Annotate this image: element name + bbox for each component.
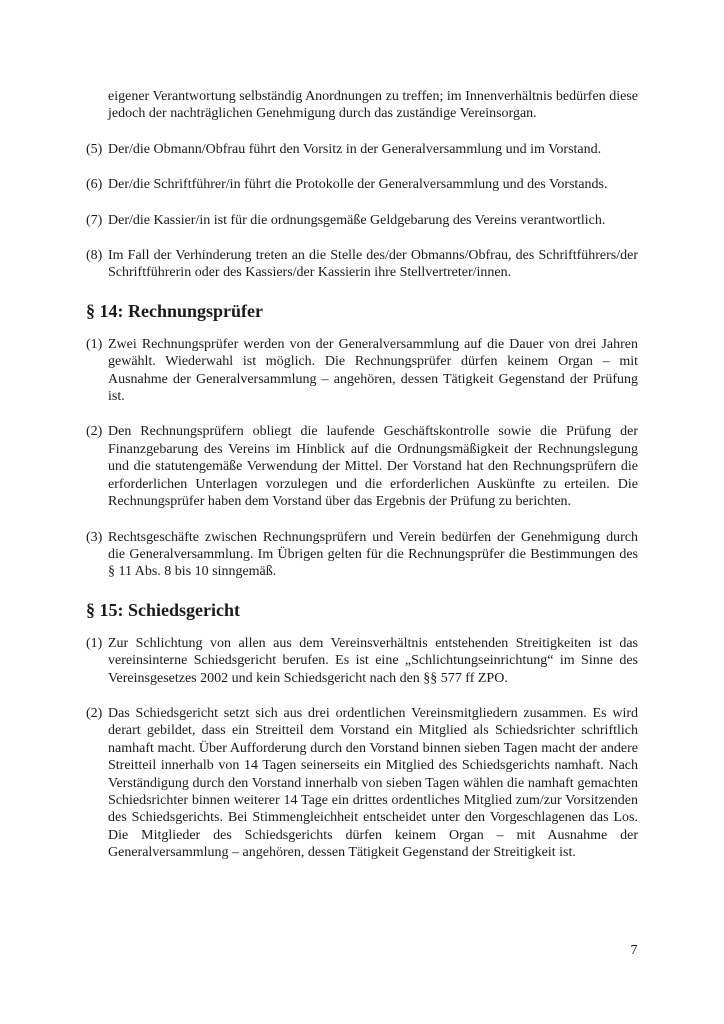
page-content [86, 88, 638, 880]
section14-item-2 [86, 423, 638, 510]
item-number: (5) [86, 141, 103, 157]
section-heading-15: § 15: Schiedsgericht [86, 599, 240, 620]
statute-item-8 [86, 247, 638, 282]
item-text: Der/die Obmann/Obfrau führt den Vorsitz in der Generalversammlung und im Vorstand. [108, 141, 602, 157]
statute-item-6 [86, 176, 638, 193]
item-number: (2) [86, 705, 103, 721]
item-text: Der/die Schriftführer/in führt die Protokolle der Generalversammlung und des Vorstands. [108, 177, 608, 193]
statute-item-5 [86, 141, 638, 158]
section-heading-14: § 14: Rechnungsprüfer [86, 300, 264, 321]
item-number: (1) [86, 635, 103, 651]
section15-item-2 [86, 705, 638, 862]
statute-item-7 [86, 212, 638, 229]
item-text: Das Schiedsgericht setzt sich aus drei ordentlichen Vereinsmitgliedern zusammen. Es wird derart gebildet, dass ein Streitteil dem Vorstand ein Mitglied als Schiedsrichter schriftlich namhaft macht. Über Aufforderung durch den Vorstand binnen sieben Tagen macht der andere Streitteil innerhalb von 14 Tagen seinerseits ein Mitglied des Schiedsgerichts namhaft. Nach Verständigung durch den Vorstand innerhalb von sieben Tagen wählen die namhaft gemachten Schiedsrichter binnen weiterer 14 Tage ein drittes ordentliches Mitglied zum/zur Vorsitzenden des Schiedsgerichts. Bei Stimmengleichheit entscheidet unter den Vorgeschlagenen das Los. Die Mitglieder des Schiedsgerichts dürfen keinem Organ – mit Ausnahme der Generalversammlung – angehören, dessen Tätigkeit Gegenstand der Streitigkeit ist. [108, 705, 638, 861]
item-text: Im Fall der Verhinderung treten an die Stelle des/der Obmanns/Obfrau, des Schriftführers/der Schriftführerin oder des Kassiers/der Kassierin ihre Stellvertreter/innen. [108, 248, 638, 281]
item-number: (6) [86, 177, 103, 193]
item-number: (7) [86, 212, 103, 228]
item-text: Den Rechnungsprüfern obliegt die laufende Geschäftskontrolle sowie die Prüfung der Finanzgebarung des Vereins im Hinblick auf die Ordnungsmäßigkeit der Rechnungslegung und die statutengemäße Verwendung der Mittel. Der Vorstand hat den Rechnungsprüfern die erforderlichen Unterlagen vorzulegen und die erforderlichen Auskünfte zu erteilen. Die Rechnungsprüfer haben dem Vorstand über das Ergebnis der Prüfung zu berichten. [108, 424, 638, 510]
item-number: (1) [86, 336, 103, 352]
item-number: (3) [86, 529, 103, 545]
section14-item-3 [86, 529, 638, 581]
section15-item-1 [86, 635, 638, 687]
item-text: Zwei Rechnungsprüfer werden von der Generalversammlung auf die Dauer von drei Jahren gewählt. Wiederwahl ist möglich. Die Rechnungsprüfer dürfen keinem Organ – mit Ausnahme der Generalversammlung – angehören, dessen Tätigkeit Gegenstand der Prüfung ist. [108, 336, 638, 405]
section14-item-1 [86, 336, 638, 406]
page-number: 7 [630, 943, 638, 958]
item-number: (2) [86, 424, 103, 440]
item-text: Rechtsgeschäfte zwischen Rechnungsprüfern und Verein bedürfen der Genehmigung durch die Generalversammlung. Im Übrigen gelten für die Rechnungsprüfer die Bestimmungen des § 11 Abs. 8 bis 10 sinngemäß. [108, 529, 638, 580]
item-text: Zur Schlichtung von allen aus dem Vereinsverhältnis entstehenden Streitigkeiten ist das vereinsinterne Schiedsgericht berufen. Es ist eine „Schlichtungseinrichtung“ im Sinne des Vereinsgesetzes 2002 und kein Schiedsgericht nach den §§ 577 ff ZPO. [108, 635, 638, 686]
item-text: Der/die Kassier/in ist für die ordnungsgemäße Geldgebarung des Vereins verantwortlich. [108, 212, 606, 228]
item-number: (8) [86, 248, 103, 264]
paragraph-continuation: eigener Verantwortung selbständig Anordnungen zu treffen; im Innenverhältnis bedürfen diese jedoch der nachträglichen Genehmigung durch das zuständige Vereinsorgan. [108, 89, 638, 122]
